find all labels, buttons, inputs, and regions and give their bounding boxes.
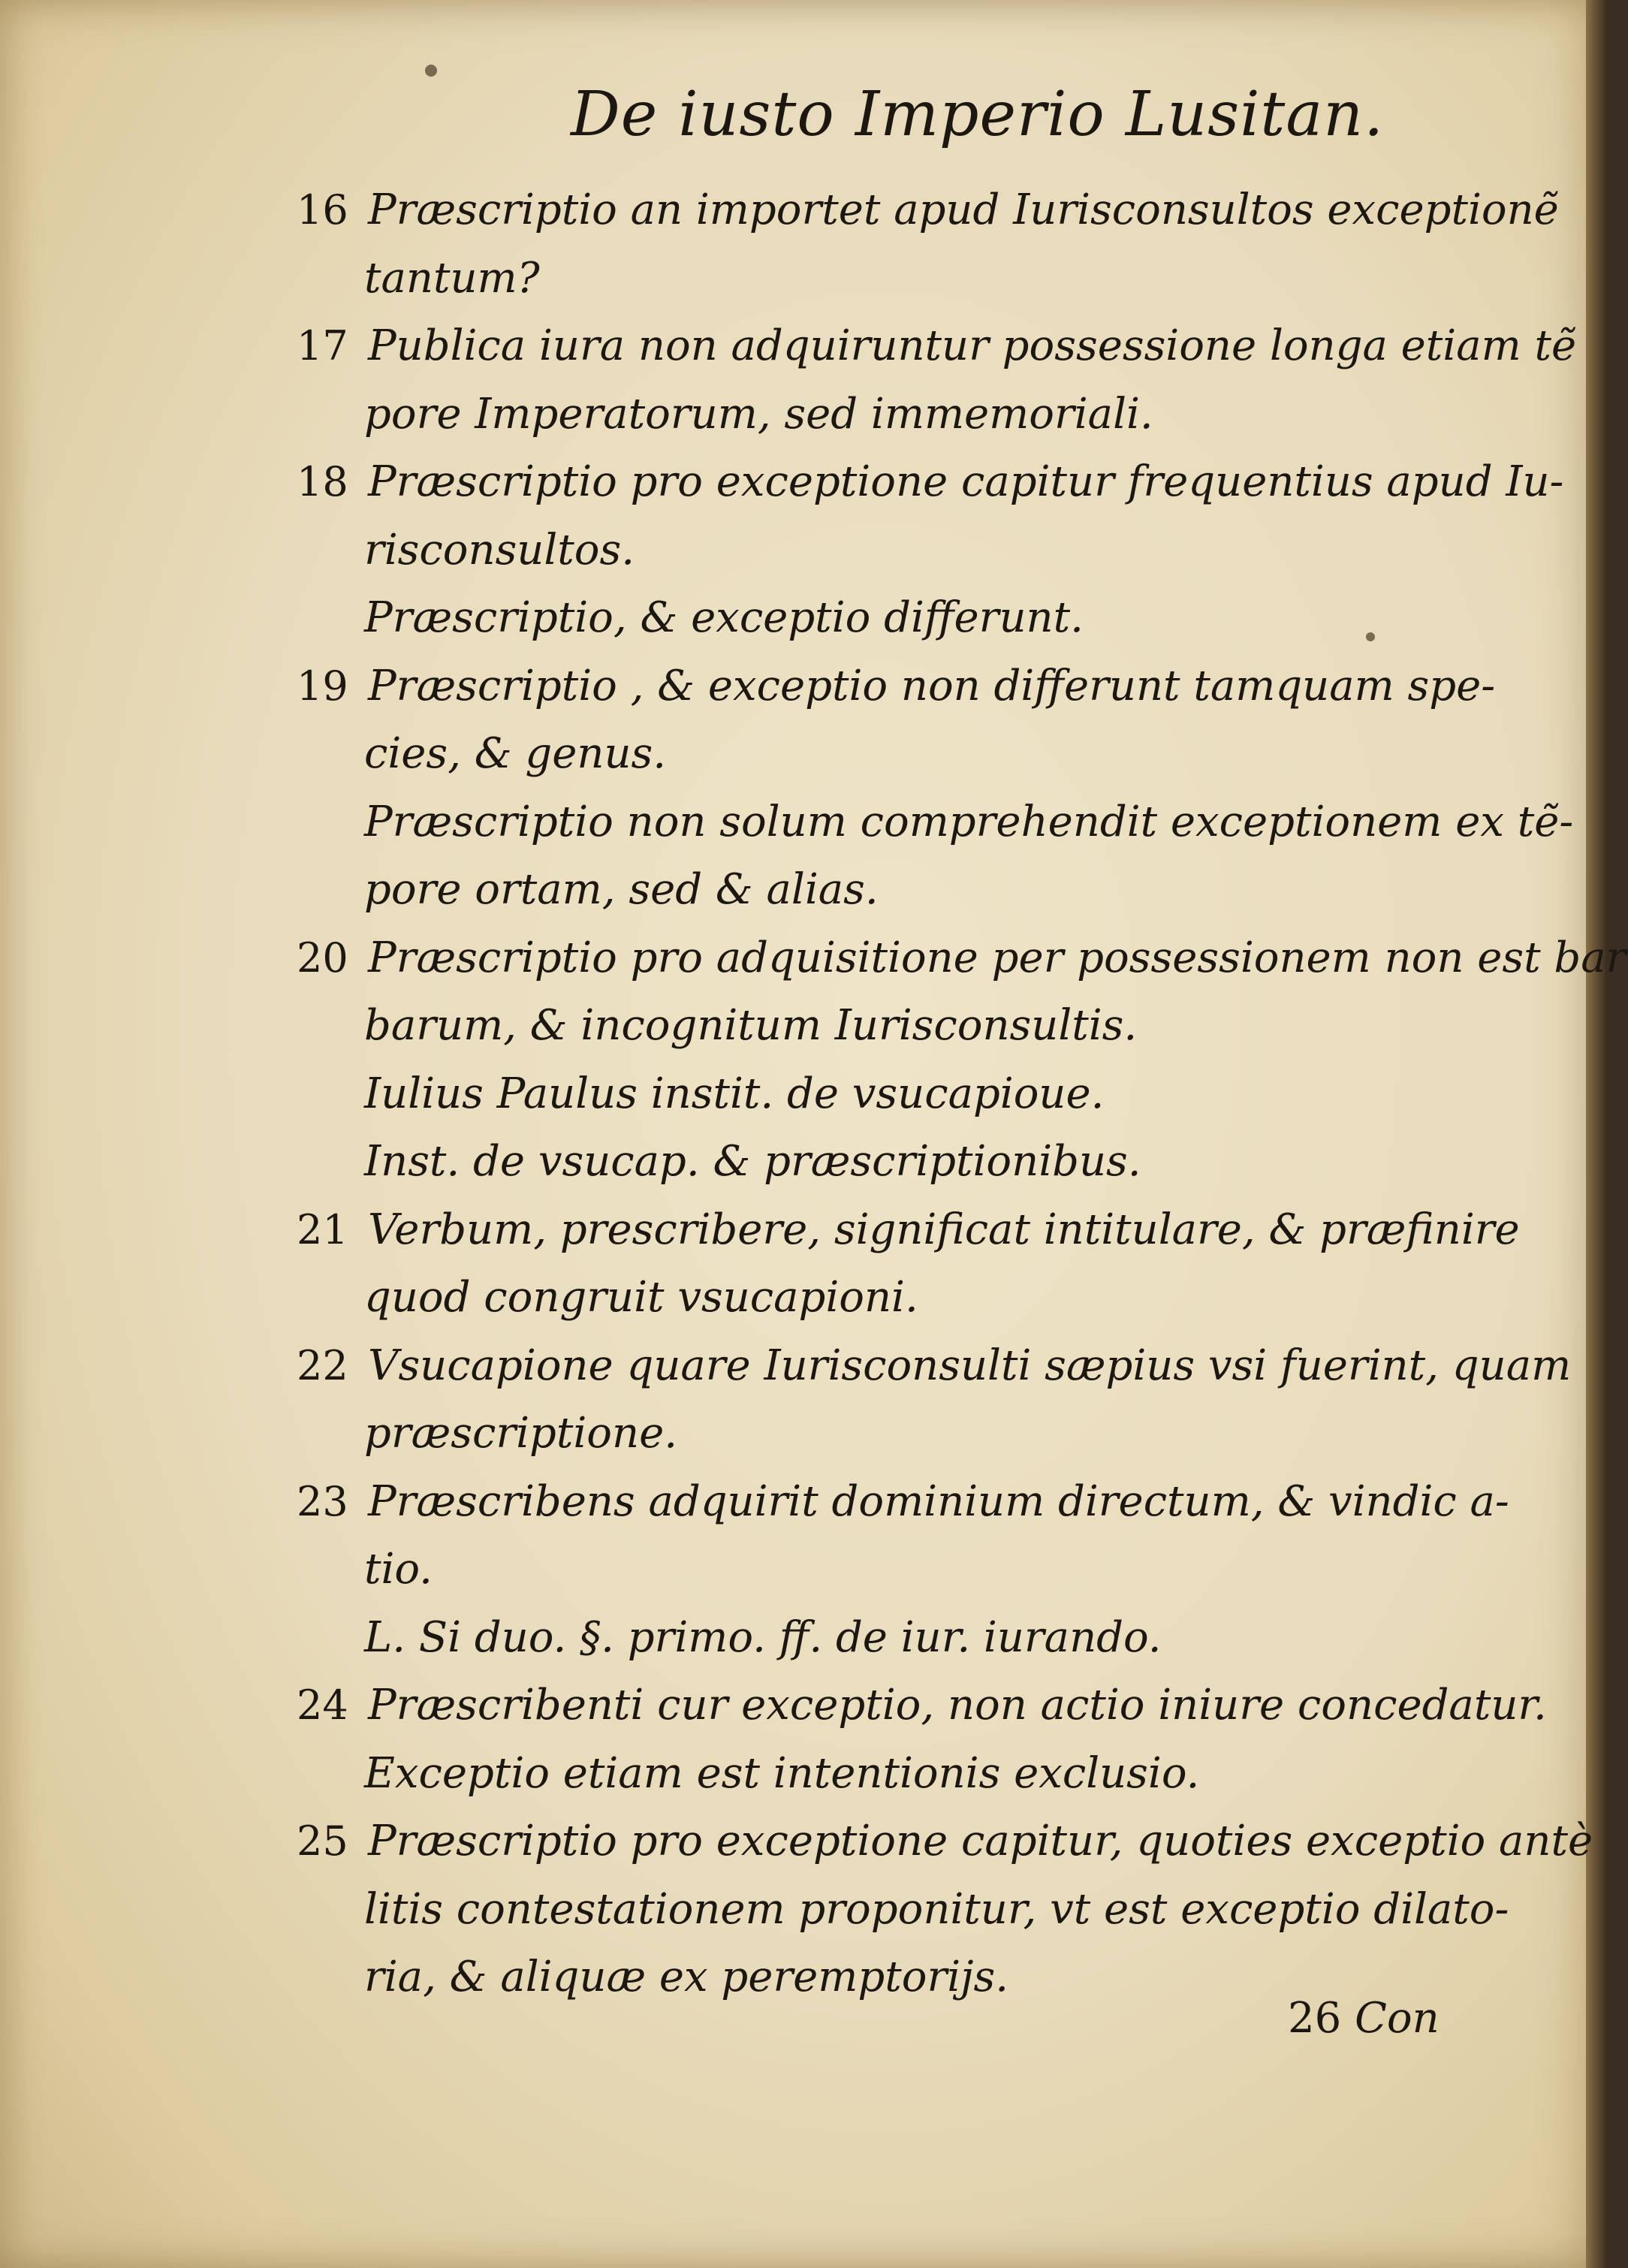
index-line xyxy=(297,1468,1509,1537)
entry-text: Verbum, prescribere, significat intitulare, & præfinire xyxy=(368,1205,1520,1254)
entry-number: 20 xyxy=(297,933,348,982)
entry-text: litis contestationem proponitur, vt est exceptio dilato- xyxy=(364,1884,1509,1934)
entry-text: Præscriptio pro adquisitione per possessionem non est bar xyxy=(368,933,1626,982)
entry-text: L. Si duo. §. primo. ff. de iur. iurando. xyxy=(364,1612,1162,1662)
entry-text: ria, & aliquæ ex peremptorijs. xyxy=(364,1953,1009,2001)
index-line xyxy=(297,1332,1572,1401)
index-line xyxy=(297,1604,1498,1672)
entry-text: Præscriptio an importet apud Iurisconsultos exceptionẽ xyxy=(368,185,1559,234)
entry-text: risconsultos. xyxy=(364,525,635,575)
entry-text: præscriptione. xyxy=(364,1409,678,1458)
entry-text: tio. xyxy=(364,1545,433,1594)
entry-text: quod congruit vsucapioni. xyxy=(364,1273,918,1322)
index-line xyxy=(297,1876,1509,1944)
entry-text: Præscribens adquirit dominium directum, & vindic a- xyxy=(368,1476,1509,1526)
index-line xyxy=(297,720,1498,789)
entry-number: 19 xyxy=(297,662,348,710)
index-line xyxy=(297,789,1574,857)
running-head: De iusto Imperio Lusitan. xyxy=(571,79,1385,150)
ink-spot xyxy=(425,65,437,77)
entry-text: cies, & genus. xyxy=(364,729,667,778)
index-line xyxy=(297,1128,1498,1196)
index-line xyxy=(297,1060,1498,1129)
index-line xyxy=(297,924,1626,993)
entry-text: Inst. de vsucap. & præscriptionibus. xyxy=(364,1137,1141,1186)
entry-text: Iulius Paulus instit. de vsucapioue. xyxy=(364,1069,1105,1118)
index-line xyxy=(297,653,1498,721)
entry-text: tantum? xyxy=(364,253,540,303)
index-line xyxy=(297,856,1498,924)
entry-number: 23 xyxy=(297,1477,348,1525)
entry-number: 17 xyxy=(297,322,348,369)
entry-text: Præscriptio non solum comprehendit exceptionem ex tẽ- xyxy=(364,797,1574,846)
index-line xyxy=(297,517,1498,585)
entry-text: Vsucapione quare Iurisconsulti sæpius vsi fuerint, quam xyxy=(368,1341,1572,1390)
catchword-text: Con xyxy=(1355,1994,1440,2043)
entry-number: 21 xyxy=(297,1205,348,1253)
entry-text: Præscriptio , & exceptio non differunt tamquam spe- xyxy=(368,661,1496,710)
entry-number: 18 xyxy=(297,458,348,505)
index-line xyxy=(297,1672,1547,1740)
entry-text: pore ortam, sed & alias. xyxy=(364,865,879,914)
entry-text: Præscriptio pro exceptione capitur, quoties exceptio antè xyxy=(368,1817,1593,1865)
entry-number: 25 xyxy=(297,1817,348,1865)
index-line xyxy=(297,1740,1498,1808)
entry-text: Exceptio etiam est intentionis exclusio. xyxy=(364,1748,1200,1798)
index-line xyxy=(297,312,1577,381)
entry-text: Præscribenti cur exceptio, non actio iniure concedatur. xyxy=(368,1681,1547,1730)
index-line xyxy=(297,448,1564,517)
entry-text: barum, & incognitum Iurisconsultis. xyxy=(364,1001,1138,1050)
index-line xyxy=(297,176,1559,245)
entry-text: pore Imperatorum, sed immemoriali. xyxy=(364,389,1153,439)
entry-text: Publica iura non adquiruntur possessione longa etiam tẽ xyxy=(368,321,1577,370)
index-line xyxy=(297,1196,1520,1265)
page-edge xyxy=(1586,0,1607,2268)
index-entries xyxy=(297,176,1626,2012)
index-line xyxy=(297,1808,1593,1876)
catchword-number: 26 xyxy=(1288,1994,1342,2043)
index-line xyxy=(297,245,1498,313)
index-line xyxy=(297,992,1498,1060)
catchword xyxy=(1288,1994,1440,2043)
index-line xyxy=(297,381,1498,449)
entry-number: 24 xyxy=(297,1681,348,1729)
index-line xyxy=(297,1400,1498,1468)
entry-number: 22 xyxy=(297,1341,348,1389)
entry-number: 16 xyxy=(297,186,348,234)
index-line xyxy=(297,584,1498,653)
index-line xyxy=(297,1264,1498,1332)
entry-text: Præscriptio pro exceptione capitur frequentius apud Iu- xyxy=(368,457,1564,506)
entry-text: Præscriptio, & exceptio differunt. xyxy=(364,593,1084,642)
index-line xyxy=(297,1536,1498,1604)
